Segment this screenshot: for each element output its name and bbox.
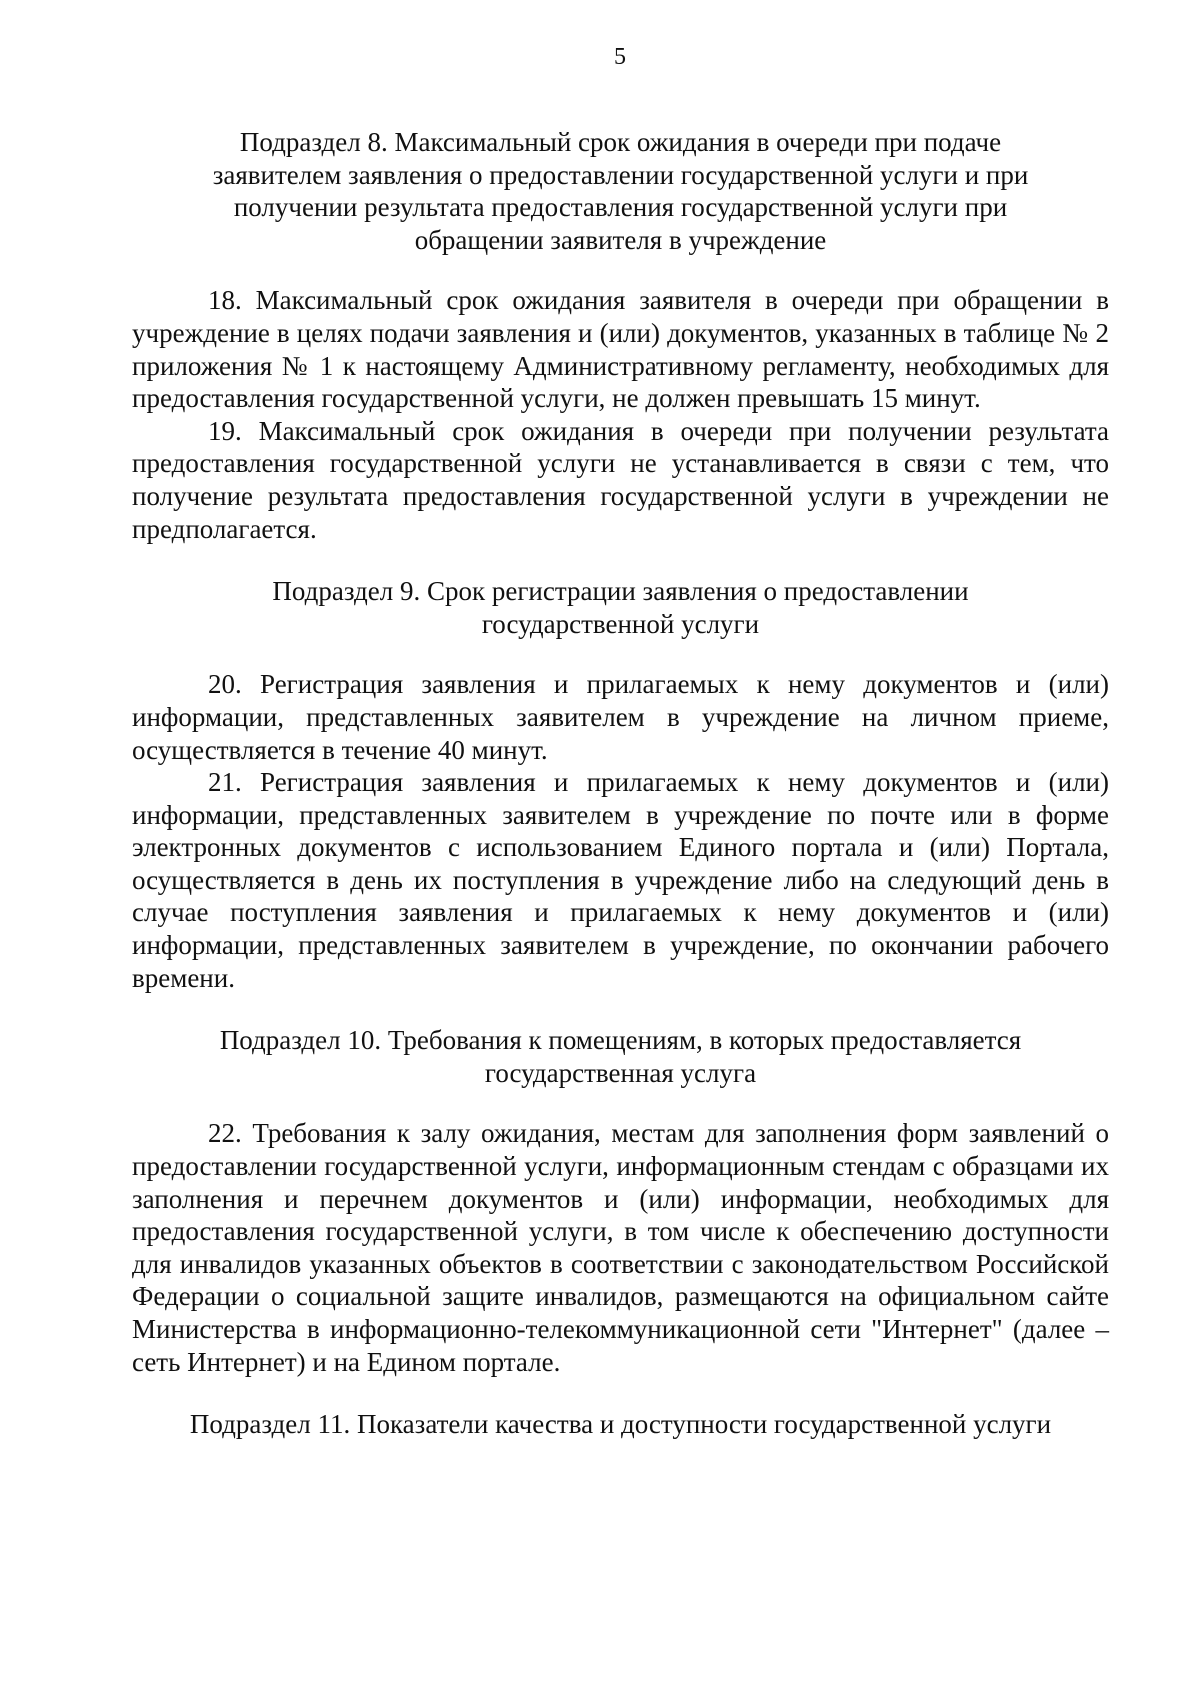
paragraph-18: 18. Максимальный срок ожидания заявителя в очереди при обращении в учреждение в целях подачи заявления и (или) документов, указанных в таблице № 2 приложения № 1 к настоящему Административному регламенту, необходимых для предоставления государственной услуги, не должен превышать 15 минут.	[132, 285, 1109, 414]
spacer	[132, 256, 1109, 284]
spacer	[132, 545, 1109, 575]
subsection-8-heading: Подраздел 8. Максимальный срок ожидания в очереди при подаче заявителем заявления о предоставлении государственной услуги и при получении результата предоставления государственной услуги при обращении заявителя в учреждение	[212, 127, 1029, 255]
subsection-11-heading: Подраздел 11. Показатели качества и доступности государственной услуги	[189, 1409, 1052, 1440]
spacer	[132, 994, 1109, 1024]
paragraph-20: 20. Регистрация заявления и прилагаемых к нему документов и (или) информации, представленных заявителем в учреждение на личном приеме, осуществляется в течение 40 минут.	[132, 669, 1109, 765]
document-body	[132, 126, 1109, 1441]
page-number: 5	[614, 44, 626, 70]
subsection-10-heading: Подраздел 10. Требования к помещениям, в которых предоставляется государственная услуга	[219, 1025, 1022, 1088]
spacer	[132, 640, 1109, 668]
paragraph-22: 22. Требования к залу ожидания, местам для заполнения форм заявлений о предоставлении государственной услуги, информационным стендам с образцами их заполнения и перечнем документов и (или) информации, необходимых для предоставления государственной услуги, в том числе к обеспечению доступности для инвалидов указанных объектов в соответствии с законодательством Российской Федерации о социальной защите инвалидов, размещаются на официальном сайте Министерства в информационно-телекоммуникационной сети "Интернет" (далее – сеть Интернет) и на Едином портале.	[132, 1118, 1109, 1377]
paragraph-21: 21. Регистрация заявления и прилагаемых к нему документов и (или) информации, представленных заявителем в учреждение по почте или в форме электронных документов с использованием Единого портала и (или) Портала, осуществляется в день их поступления в учреждение либо на следующий день в случае поступления заявления и прилагаемых к нему документов и (или) информации, представленных заявителем в учреждение, по окончании рабочего времени.	[132, 767, 1109, 993]
subsection-9-heading: Подраздел 9. Срок регистрации заявления о предоставлении государственной услуги	[272, 576, 969, 639]
spacer	[132, 1089, 1109, 1117]
spacer	[132, 1378, 1109, 1408]
paragraph-19: 19. Максимальный срок ожидания в очереди при получении результата предоставления государственной услуги не устанавливается в связи с тем, что получение результата предоставления государственной услуги в учреждении не предполагается.	[132, 415, 1109, 544]
